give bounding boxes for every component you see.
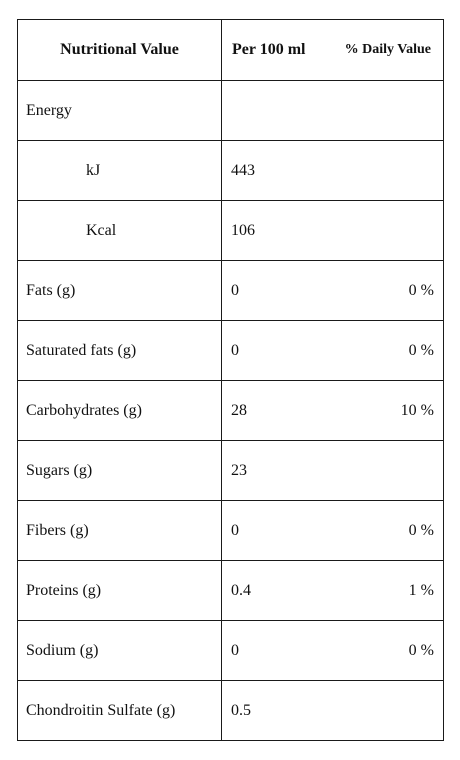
table-row (18, 381, 444, 441)
table-row (18, 321, 444, 381)
table-row (18, 441, 444, 501)
per-100ml-value: 106 (231, 221, 255, 239)
per-100ml-value: 443 (231, 161, 255, 179)
row-values-cell (222, 441, 444, 501)
daily-value: 0 % (408, 521, 434, 539)
row-name-carbohydrates: Carbohydrates (g) (18, 381, 222, 441)
nutrition-facts-table (17, 19, 444, 741)
row-name-sodium: Sodium (g) (18, 621, 222, 681)
row-name-energy: Energy (18, 81, 222, 141)
daily-value-header: % Daily Value (344, 42, 431, 57)
table-row (18, 621, 444, 681)
table-row (18, 261, 444, 321)
daily-value: 10 % (400, 401, 434, 419)
per-100ml-value: 0 (231, 281, 239, 299)
daily-value: 0 % (408, 641, 434, 659)
row-values-cell (222, 81, 444, 141)
daily-value: 0 % (408, 281, 434, 299)
row-name-saturated-fats: Saturated fats (g) (18, 321, 222, 381)
per-100ml-value: 0.4 (231, 581, 251, 599)
row-name-fibers: Fibers (g) (18, 501, 222, 561)
per-100ml-value: 0 (231, 341, 239, 359)
row-values-cell (222, 201, 444, 261)
row-values-cell (222, 261, 444, 321)
row-values-cell (222, 321, 444, 381)
per-100ml-value: 28 (231, 401, 247, 419)
table-row (18, 201, 444, 261)
table-row (18, 681, 444, 741)
per-100ml-header: Per 100 ml (232, 41, 306, 58)
row-values-cell (222, 501, 444, 561)
per-100ml-value: 0.5 (231, 701, 251, 719)
nutritional-value-header: Nutritional Value (18, 20, 222, 81)
daily-value: 1 % (408, 581, 434, 599)
row-name-kj: kJ (18, 141, 222, 201)
row-name-proteins: Proteins (g) (18, 561, 222, 621)
row-values-cell (222, 681, 444, 741)
per-100ml-value: 0 (231, 521, 239, 539)
row-values-cell (222, 381, 444, 441)
table-header-row (18, 20, 444, 81)
per-100ml-value: 23 (231, 461, 247, 479)
table-row (18, 561, 444, 621)
per-100ml-header-cell (222, 20, 444, 81)
table-row (18, 141, 444, 201)
row-name-fats: Fats (g) (18, 261, 222, 321)
table-row (18, 501, 444, 561)
row-values-cell (222, 621, 444, 681)
row-name-sugars: Sugars (g) (18, 441, 222, 501)
per-100ml-value: 0 (231, 641, 239, 659)
row-values-cell (222, 561, 444, 621)
row-name-chondroitin-sulfate: Chondroitin Sulfate (g) (18, 681, 222, 741)
row-values-cell (222, 141, 444, 201)
row-name-kcal: Kcal (18, 201, 222, 261)
daily-value: 0 % (408, 341, 434, 359)
table-row (18, 81, 444, 141)
